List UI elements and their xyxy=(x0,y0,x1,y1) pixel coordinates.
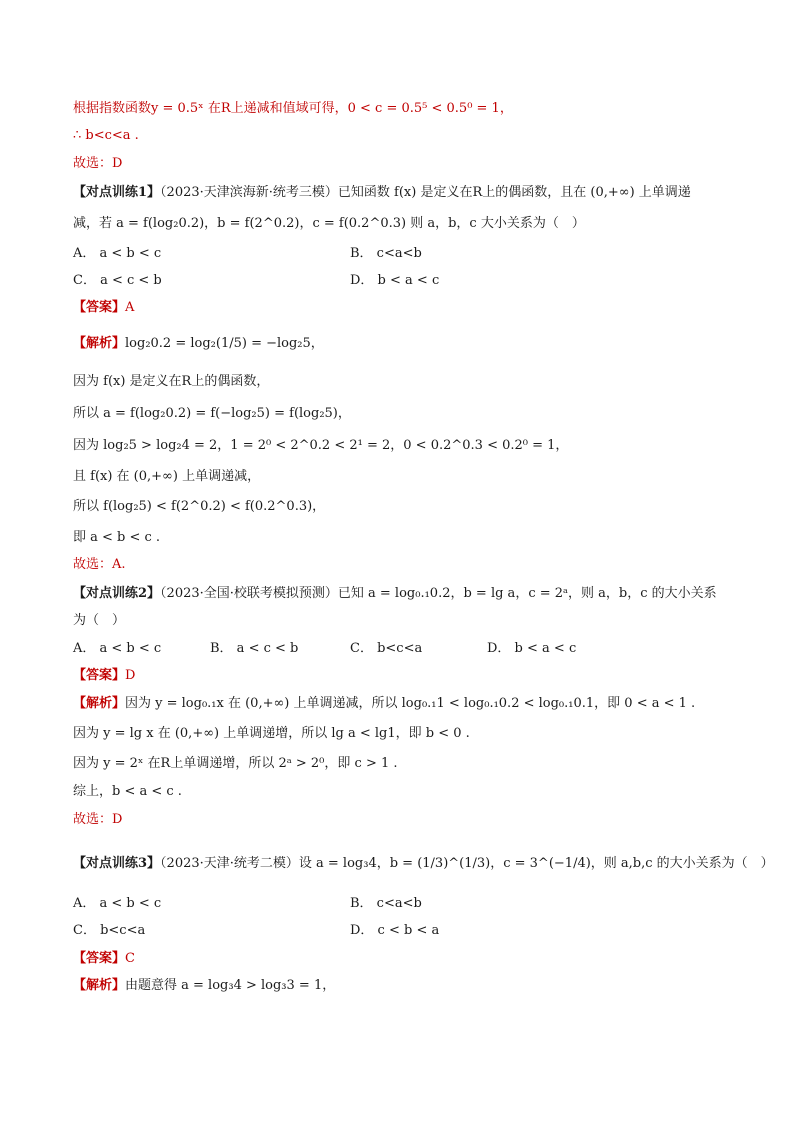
t1-option-a: A． a < b < c xyxy=(73,246,162,261)
t2-answer xyxy=(73,667,734,685)
t2-option-d: D． b < a < c xyxy=(487,641,577,656)
intro-line-3: 故选：D xyxy=(73,156,123,171)
t2-option-b: B． a < c < b xyxy=(210,641,299,656)
t1-explanation-line-2: 因为 f(x) 是定义在R上的偶函数， xyxy=(73,374,270,389)
t1-answer-tag: 【答案】 xyxy=(73,300,126,315)
t1-explanation-tag: 【解析】 xyxy=(73,336,126,351)
t1-explanation-line-7: 即 a < b < c . xyxy=(73,530,161,545)
intro-line-1: 根据指数函数y = 0.5ˣ 在R上递减和值域可得，0 < c = 0.5⁵ < 0.5⁰ = 1， xyxy=(73,101,513,116)
t1-explanation-line-5: 且 f(x) 在 (0,+∞) 上单调递减， xyxy=(73,469,261,484)
t2-explanation-line-2: 因为 y = lg x 在 (0,+∞) 上单调递增，所以 lg a < lg1，即 b < 0 . xyxy=(73,726,470,741)
t1-question-line-2: 减，若 a = f(log₂0.2)，b = f(2^0.2)，c = f(0.2^0.3) 则 a，b，c 大小关系为（ ） xyxy=(73,216,585,231)
t1-explanation-line-6: 所以 f(log₂5) < f(2^0.2) < f(0.2^0.3)， xyxy=(73,499,326,514)
t1-explanation-line-4: 因为 log₂5 > log₂4 = 2，1 = 2⁰ < 2^0.2 < 2¹ = 2，0 < 0.2^0.3 < 0.2⁰ = 1， xyxy=(73,438,569,453)
t2-explanation-line-1 xyxy=(73,695,734,713)
t3-question-text-1: （2023·天津·统考二模）设 a = log₃4，b = (1/3)^(1/3)，c = 3^(−1/4)，则 a,b,c 的大小关系为（ ） xyxy=(160,856,774,871)
intro-line-2: ∴ b<c<a . xyxy=(73,128,139,143)
t1-question-text-1: （2023·天津滨海新·统考三模）已知函数 f(x) 是定义在R上的偶函数，且在 (0,+∞) 上单调递 xyxy=(160,185,691,200)
t3-option-d: D． c < b < a xyxy=(350,923,440,938)
t3-option-a: A． a < b < c xyxy=(73,896,162,911)
t2-question-line-2: 为（ ） xyxy=(73,613,126,628)
t2-explanation-text-1: 因为 y = log₀.₁x 在 (0,+∞) 上单调递减，所以 log₀.₁1 < log₀.₁0.2 < log₀.₁0.1，即 0 < a < 1 . xyxy=(125,696,696,711)
t3-answer-tag: 【答案】 xyxy=(73,951,126,966)
t3-explanation-line-1 xyxy=(73,977,734,995)
t1-explanation-line-1 xyxy=(73,335,734,353)
t2-answer-value: D xyxy=(125,668,136,683)
t2-option-c: C． b<c<a xyxy=(350,641,423,656)
t3-option-b: B． c<a<b xyxy=(350,896,422,911)
t3-explanation-text-1: 由题意得 a = log₃4 > log₃3 = 1， xyxy=(125,978,336,993)
t2-explanation-line-4: 综上，b < a < c . xyxy=(73,784,182,799)
t1-option-c: C． a < c < b xyxy=(73,273,162,288)
t1-option-b: B． c<a<b xyxy=(350,246,422,261)
t1-explanation-line-8: 故选：A. xyxy=(73,557,126,572)
t3-explanation-tag: 【解析】 xyxy=(73,978,126,993)
t1-explanation-text-1: log₂0.2 = log₂(1/5) = −log₂5， xyxy=(125,336,324,351)
t2-question-text-1: （2023·全国·校联考模拟预测）已知 a = log₀.₁0.2，b = lg a，c = 2ᵃ，则 a，b，c 的大小关系 xyxy=(160,586,717,601)
t1-tag: 【对点训练1】 xyxy=(73,185,161,200)
t3-question-line-1 xyxy=(73,855,774,873)
t3-tag: 【对点训练3】 xyxy=(73,856,161,871)
t1-explanation-line-3: 所以 a = f(log₂0.2) = f(−log₂5) = f(log₂5)， xyxy=(73,406,351,421)
t3-answer-value: C xyxy=(125,951,135,966)
t3-answer xyxy=(73,950,734,968)
t1-answer-value: A xyxy=(125,300,135,315)
t2-option-a: A． a < b < c xyxy=(73,641,162,656)
t2-answer-tag: 【答案】 xyxy=(73,668,126,683)
t1-question-line-1 xyxy=(73,184,734,202)
t1-answer xyxy=(73,299,734,317)
t2-explanation-line-3: 因为 y = 2ˣ 在R上单调递增，所以 2ᵃ > 2⁰，即 c > 1 . xyxy=(73,756,398,771)
t2-tag: 【对点训练2】 xyxy=(73,586,161,601)
t2-explanation-tag: 【解析】 xyxy=(73,696,126,711)
t2-question-line-1 xyxy=(73,585,734,603)
t2-explanation-line-5: 故选：D xyxy=(73,812,123,827)
t3-option-c: C． b<c<a xyxy=(73,923,146,938)
t1-option-d: D． b < a < c xyxy=(350,273,440,288)
